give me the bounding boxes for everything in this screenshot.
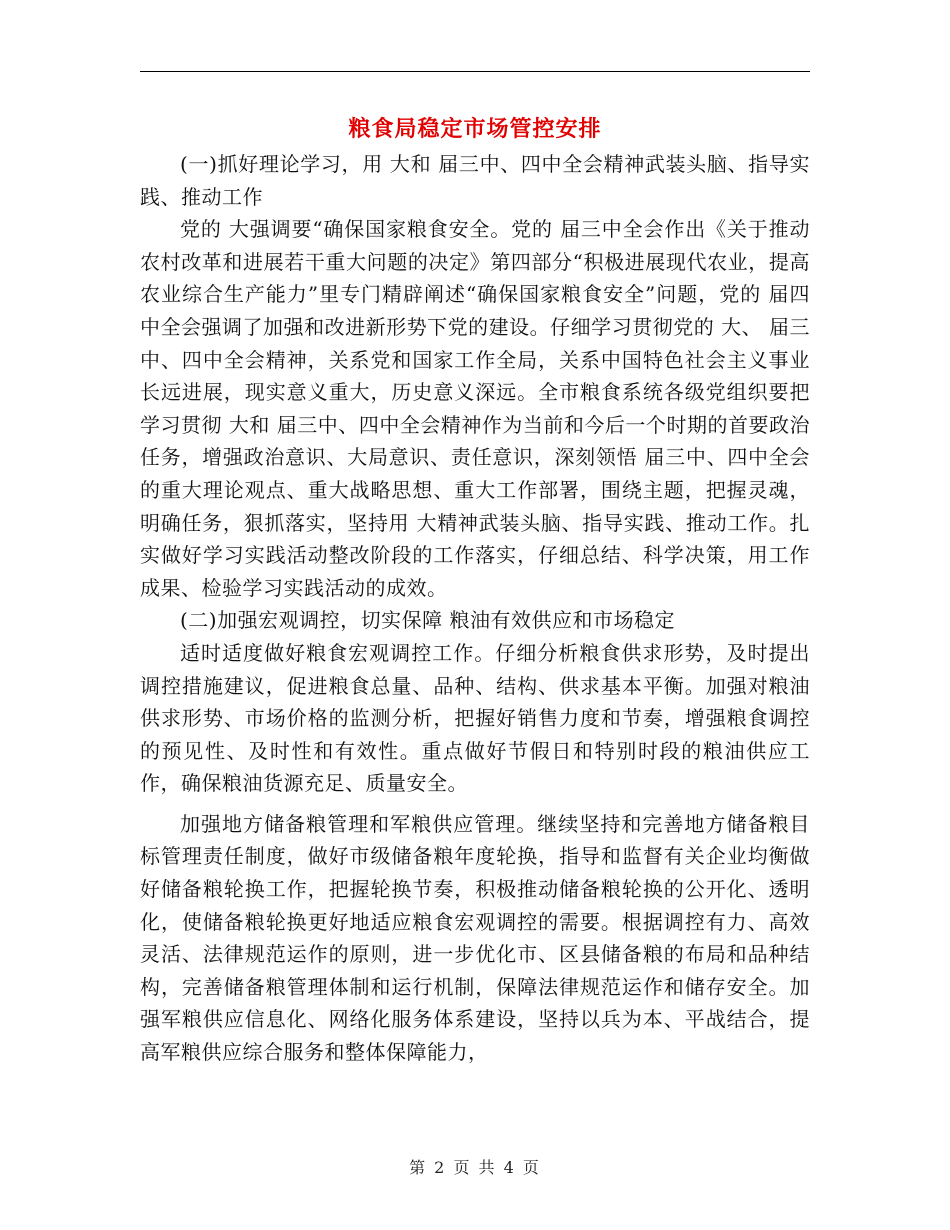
body-paragraph: 适时适度做好粮食宏观调控工作。仔细分析粮食供求形势，及时提出调控措施建议，促进粮食总量、品种、结构、供求基本平衡。加强对粮油供求形势、市场价格的监测分析，把握好销售力度和节奏，增强粮食调控的预见性、及时性和有效性。重点做好节假日和特别时段的粮油供应工作，确保粮油货源充足、质量安全。 (140, 640, 810, 796)
section-heading-2: (二)加强宏观调控，切实保障 粮油有效供应和市场稳定 (180, 608, 675, 633)
document-title: 粮食局稳定市场管控安排 (348, 117, 602, 142)
document-body (140, 148, 810, 1069)
body-paragraph: 党的 大强调要“确保国家粮食安全。党的 届三中全会作出《关于推动农村改革和进展若干重大问题的决定》第四部分“积极进展现代农业，提高农业综合生产能力”里专门精辟阐述“确保国家粮食安全”问题，党的 届四中全会强调了加强和改进新形势下党的建设。仔细学习贯彻党的 大、 届三中、四中全会精神，关系党和国家工作全局，关系中国特色社会主义事业长远进展，现实意义重大，历史意义深远。全市粮食系统各级党组织要把学习贯彻 大和 届三中、四中全会精神作为当前和今后一个时期的首要政治任务，增强政治意识、大局意识、责任意识，深刻领悟 届三中、四中全会的重大理论观点、重大战略思想、重大工作部署，围绕主题，把握灵魂，明确任务，狠抓落实，坚持用 大精神武装头脑、指导实践、推动工作。扎实做好学习实践活动整改阶段的工作落实，仔细总结、科学决策，用工作成果、检验学习实践活动的成效。 (140, 217, 810, 600)
page-footer: 第 2 页 共 4 页 (409, 1158, 541, 1177)
section-heading-1: (一)抓好理论学习，用 大和 届三中、四中全会精神武装头脑、指导实践、推动工作 (140, 152, 810, 209)
header-rule (140, 71, 810, 72)
body-paragraph: 加强地方储备粮管理和军粮供应管理。继续坚持和完善地方储备粮目标管理责任制度，做好市级储备粮年度轮换，指导和监督有关企业均衡做好储备粮轮换工作，把握轮换节奏，积极推动储备粮轮换的公开化、透明化，使储备粮轮换更好地适应粮食宏观调控的需要。根据调控有力、高效灵活、法律规范运作的原则，进一步优化市、区县储备粮的布局和品种结构，完善储备粮管理体制和运行机制，保障法律规范运作和储存安全。加强军粮供应信息化、网络化服务体系建设，坚持以兵为本、平战结合，提高军粮供应综合服务和整体保障能力， (140, 811, 810, 1065)
